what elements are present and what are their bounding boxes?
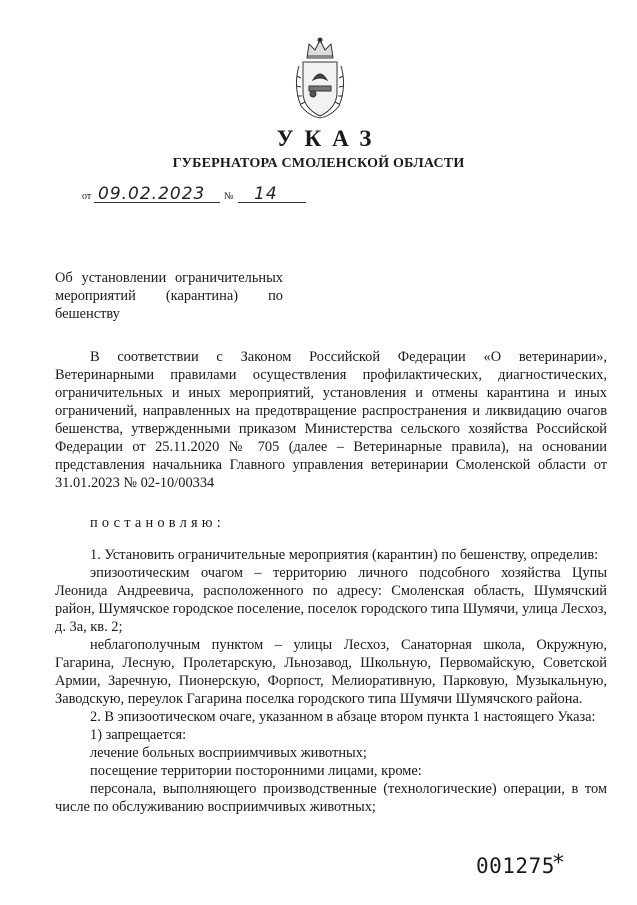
clause-1-paragraph: неблагополучным пунктом – улицы Лесхоз, Санаторная школа, Окружную, Гагарина, Лесную, Пролетарскую, Льнозавод, Школьную, Первомайскую, Советской Армии, Заречную, Пионерскую, Форпост, Мелиоративную, Парковую, Музыкальную, Заводскую, переулок Гагарина поселка городского типа Шумячи Шумячского района.	[55, 637, 607, 707]
decree-body	[55, 348, 607, 816]
number-value: 14	[254, 184, 278, 204]
decree-word: постановляю:	[90, 515, 225, 531]
coat-of-arms	[289, 36, 351, 120]
document-serial-number: 001275	[476, 854, 555, 878]
registration-line	[82, 184, 312, 206]
clause-1: 1. Установить ограничительные мероприятия (карантин) по бешенству, определив:	[90, 547, 599, 563]
heading-line: мероприятий (карантина) по	[55, 288, 283, 304]
clause-1-paragraph: эпизоотическим очагом – территорию личного подсобного хозяйства Цупы Леонида Андреевича, расположенного по адресу: Смоленская область, Шумячский район, Шумячское городское поселение, поселок городского типа Шумячи, улица Лесхоз, д. 3а, кв. 2;	[55, 565, 607, 635]
preamble-paragraph: В соответствии с Законом Российской Федерации «О ветеринарии», Ветеринарными правилами осуществления профилактических, диагностических, ограничительных и иных мероприятий, установления и отмены карантина и иных ограничений, направленных на предотвращение распространения и ликвидацию очагов бешенства, утвержденными приказом Министерства сельского хозяйства Российской Федерации от 25.11.2020 № 705 (далее – Ветеринарные правила), на основании представления начальника Главного управления ветеринарии Смоленской области от 31.01.2023 № 02-10/00334	[55, 349, 607, 491]
date-value: 09.02.2023	[98, 184, 206, 204]
heading-line: Об установлении ограничительных	[55, 270, 283, 286]
date-label: от	[82, 191, 92, 202]
decree-issuer: ГУБЕРНАТОРА СМОЛЕНСКОЙ ОБЛАСТИ	[172, 156, 465, 171]
clause-2-subitem: 1) запрещается:	[90, 727, 187, 743]
clause-2-paragraph: лечение больных восприимчивых животных;	[90, 745, 367, 761]
decree-title: УКАЗ	[276, 126, 383, 151]
clause-2-paragraph: посещение территории посторонними лицами, кроме:	[90, 763, 422, 779]
serial-mark: *	[553, 851, 564, 876]
clause-2-paragraph: персонала, выполняющего производственные (технологические) операции, в том числе по обслуживанию восприимчивых животных;	[55, 781, 607, 815]
heading-line: бешенству	[55, 306, 120, 322]
smolensk-coat-of-arms-icon	[289, 36, 351, 120]
number-label: №	[224, 191, 234, 202]
clause-2: 2. В эпизоотическом очаге, указанном в абзаце втором пункта 1 настоящего Указа:	[90, 709, 596, 725]
decree-heading	[55, 269, 283, 323]
